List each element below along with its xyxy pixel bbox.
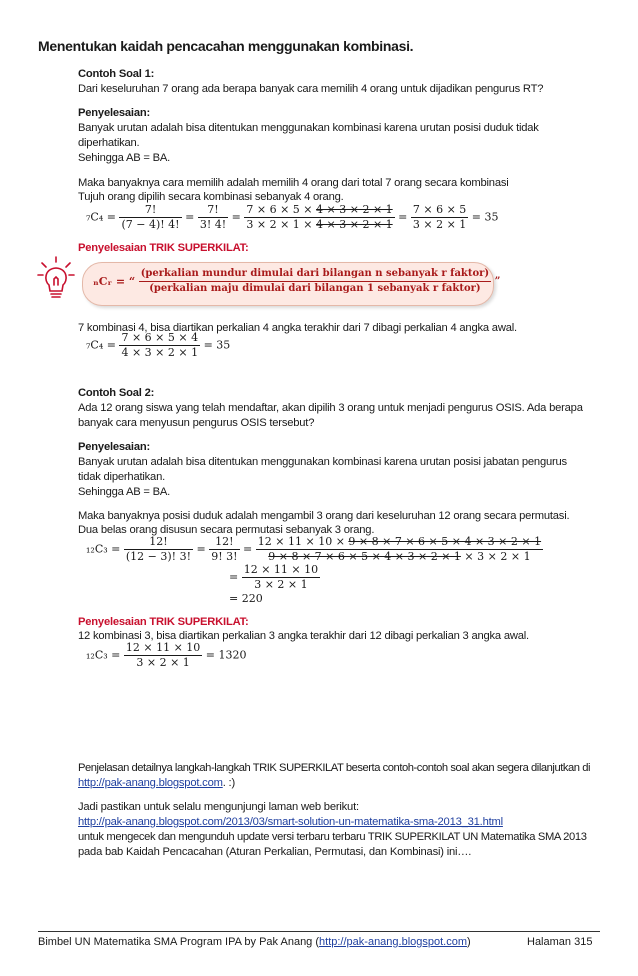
equation-2: ₇C₄ = $\frac{7 \times 6 \times 5 \times 4}{4 \times 3 \times 2 \times 1}$ = 35	[86, 331, 231, 359]
ex2-question: banyak cara menyusun pengurus OSIS tersebut?	[78, 417, 315, 429]
ex1-paragraph: Sehingga AB = BA.	[78, 152, 171, 164]
ex1-paragraph: diperhatikan.	[78, 137, 140, 149]
trik-formula-box: ₙCᵣ = “ $\frac{\text{(perkalian mundur dimulai dari bilangan n sebanyak r faktor)}}{\text{(perkalian maju dimulai dari bilangan 1 sebanyak r faktor)}}$ ”	[82, 262, 494, 306]
footer-link[interactable]: http://pak-anang.blogspot.com	[319, 936, 468, 948]
footer-left: Bimbel UN Matematika SMA Program IPA by Pak Anang (http://pak-anang.blogspot.com)	[38, 936, 471, 948]
ex2-trik-text: 12 kombinasi 3, bisa diartikan perkalian 3 angka terakhir dari 12 dibagi perkalian 3 angka awal.	[78, 630, 529, 642]
ex1-solution-heading: Penyelesaian:	[78, 107, 151, 119]
smart-solution-link[interactable]: http://pak-anang.blogspot.com/2013/03/smart-solution-un-matematika-sma-2013_31.html	[78, 816, 503, 828]
ex2-paragraph: tidak diperhatikan.	[78, 471, 166, 483]
ex1-paragraph: Tujuh orang dipilih secara kombinasi sebanyak 4 orang.	[78, 191, 344, 203]
closing-line: untuk mengecek dan mengunduh update versi terbaru terbaru TRIK SUPERKILAT UN Matematika SMA 2013	[78, 831, 587, 843]
closing-link-line: http://pak-anang.blogspot.com. :)	[78, 777, 235, 789]
ex2-paragraph: Dua belas orang disusun secara permutasi sebanyak 3 orang.	[78, 524, 375, 536]
closing-line: Jadi pastikan untuk selalu mengunjungi laman web berikut:	[78, 801, 359, 813]
ex1-heading: Contoh Soal 1:	[78, 68, 155, 80]
equation-3-step: = $\frac{12 \times 11 \times 10}{3 \times 2 \times 1}$	[229, 563, 319, 591]
equation-3: ₁₂C₃ = $\frac{12!}{(12 - 3)! 3!}$ = $\frac{12!}{9! 3!}$ = $\frac{12 \times 11 \times 10 \times 9 \times 8 \times 7 \times 6 \times 5 \times 4 \times 3 \times 2 \times 1}{9 \times 8 \times 7 \times 6 \times 5 \times 4 \times 3 \times 2 \times 1 \times 3 \times 2 \times 1}$	[86, 535, 542, 563]
blog-link[interactable]: http://pak-anang.blogspot.com	[78, 777, 223, 789]
closing-line: pada bab Kaidah Pencacahan (Aturan Perkalian, Permutasi, dan Kombinasi) ini….	[78, 846, 472, 858]
lightbulb-icon	[36, 255, 76, 303]
ex2-trik-heading: Penyelesaian TRIK SUPERKILAT:	[78, 616, 249, 628]
ex1-trik-heading: Penyelesaian TRIK SUPERKILAT:	[78, 242, 249, 254]
closing-line: Penjelasan detailnya langkah-langkah TRIK SUPERKILAT beserta contoh-contoh soal akan segera dilanjutkan di	[78, 762, 591, 774]
ex2-paragraph: Maka banyaknya posisi duduk adalah mengambil 3 orang dari keseluruhan 12 orang secara permutasi.	[78, 510, 570, 522]
page-title: Menentukan kaidah pencacahan menggunakan kombinasi.	[38, 38, 414, 54]
ex2-paragraph: Banyak urutan adalah bisa ditentukan menggunakan kombinasi karena urutan posisi jabatan pengurus	[78, 456, 567, 468]
equation-1: ₇C₄ = $\frac{7!}{(7 - 4)! 4!}$ = $\frac{7!}{3! 4!}$ = $\frac{7 \times 6 \times 5 \times 4 \times 3 \times 2 \times 1}{3 \times 2 \times 1 \times 4 \times 3 \times 2 \times 1}$ = $\frac{7 \times 6 \times 5}{3 \times 2 \times 1}$ = 35	[86, 203, 499, 231]
combination-symbol: ₇C₄	[86, 210, 104, 224]
ex2-heading: Contoh Soal 2:	[78, 387, 155, 399]
page-number: Halaman 315	[527, 936, 593, 948]
ex1-paragraph: Maka banyaknya cara memilih adalah memilih 4 orang dari total 7 orang secara kombinasi	[78, 177, 509, 189]
ex1-paragraph: Banyak urutan adalah bisa ditentukan menggunakan kombinasi karena urutan posisi duduk tidak	[78, 122, 539, 134]
equation-3-result: = 220	[229, 592, 263, 605]
ex2-paragraph: Sehingga AB = BA.	[78, 486, 171, 498]
ex1-trik-text: 7 kombinasi 4, bisa diartikan perkalian 4 angka terakhir dari 7 dibagi perkalian 4 angka awal.	[78, 322, 517, 334]
footer-divider	[38, 931, 600, 932]
ex2-question: Ada 12 orang siswa yang telah mendaftar, akan dipilih 3 orang untuk menjadi pengurus OSIS. Ada berapa	[78, 402, 583, 414]
equation-4: ₁₂C₃ = $\frac{12 \times 11 \times 10}{3 \times 2 \times 1}$ = 1320	[86, 641, 247, 669]
ex1-question: Dari keseluruhan 7 orang ada berapa banyak cara memilih 4 orang untuk dijadikan pengurus RT?	[78, 83, 544, 95]
ex2-solution-heading: Penyelesaian:	[78, 441, 151, 453]
